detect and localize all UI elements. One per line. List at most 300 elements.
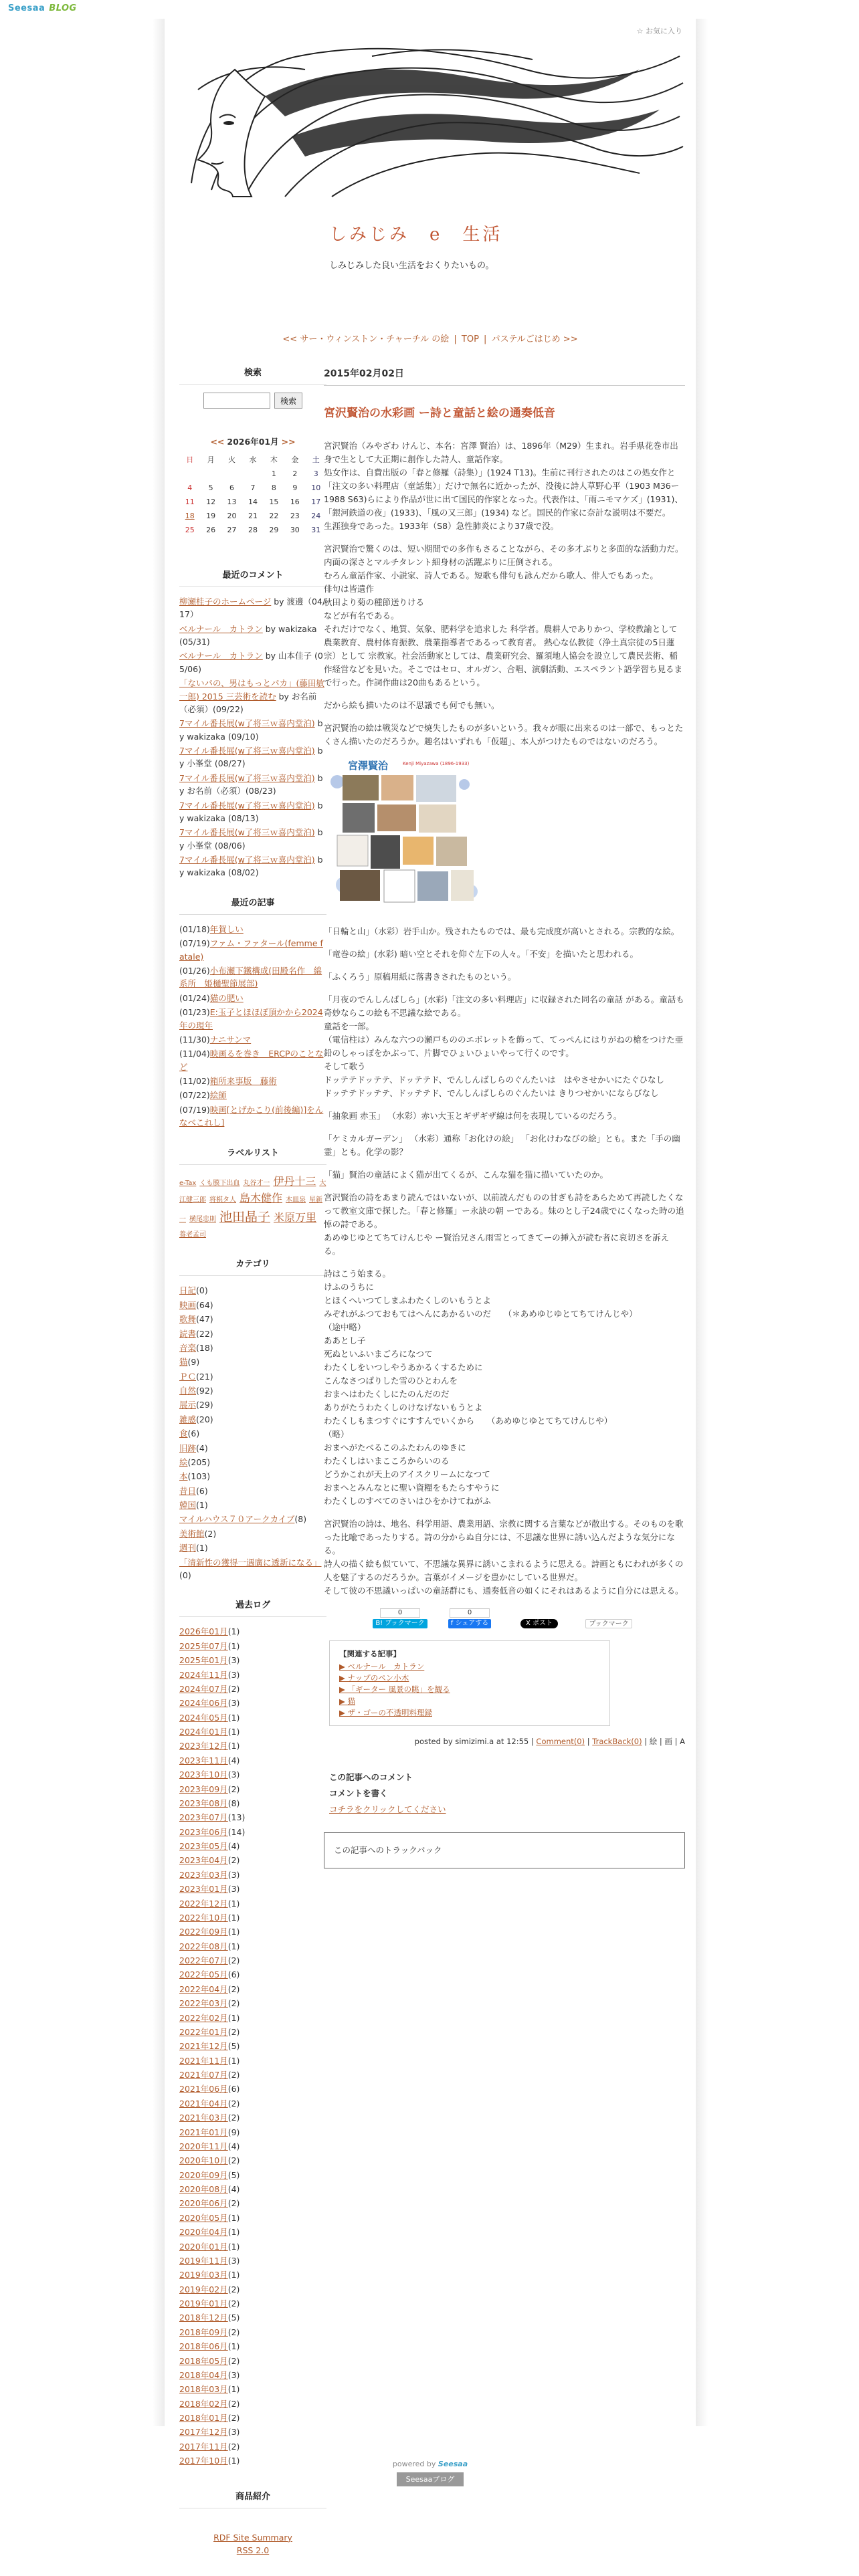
artwork-collage-image[interactable] (324, 758, 484, 910)
comment-link[interactable]: 7マイル番長展(w了将三ｗ喜内堂泊) (179, 800, 315, 811)
archive-link[interactable]: 2017年10月 (179, 2456, 228, 2466)
archive-count: (1) (227, 2055, 240, 2066)
category-item (179, 1470, 326, 1483)
archive-count: (3) (227, 2427, 240, 2438)
archive-link[interactable]: 2018年05月 (179, 2355, 228, 2366)
category-link[interactable]: 本 (179, 1471, 188, 1482)
related-article-link[interactable]: ▶ 「ギーター 風景の眺」を観る (339, 1685, 450, 1695)
archive-link[interactable]: 2019年03月 (179, 2270, 228, 2280)
nav-top-link[interactable]: TOP (461, 334, 479, 344)
article-item (179, 923, 326, 936)
archive-link[interactable]: 2017年12月 (179, 2427, 228, 2438)
archive-link[interactable]: 2024年05月 (179, 1712, 228, 1723)
entry-paragraph: 宮沢賢治の詩は、地名、科学用語、農業用語、宗教に関する言葉などが散出する。そのものを歌った比喩であったりする。詩の分からぬ自分には、不思議な世界に誘い込んだような気分になる。 詩人の描く絵も似ていて、不思議な異界に誘いこまれるように思える。詩画ともにわれが多くの人を魅了するのだろうか。言葉がイメージを豊かにしている世界だ。 そして彼の不思議いっぱいの童話群にも、通奏低音の如くにそれはあるように自分には思える。 (324, 1518, 684, 1596)
archive-link[interactable]: 2020年05月 (179, 2212, 228, 2223)
category-heading: カテゴリ (179, 1258, 326, 1276)
archive-count: (2) (227, 1983, 240, 1994)
archive-item (179, 2169, 326, 2181)
category-item (179, 1341, 326, 1354)
archive-link[interactable]: 2020年08月 (179, 2184, 228, 2195)
comment-link[interactable]: 柳瀬桂子のホームページ (179, 596, 272, 607)
archive-link[interactable]: 2023年12月 (179, 1741, 228, 1751)
archive-link[interactable]: 2020年09月 (179, 2169, 228, 2180)
calendar-day (179, 467, 200, 481)
calendar-day: 16 (290, 497, 300, 506)
seesaa-blog-logo[interactable] (8, 2, 77, 15)
comment-count-link[interactable]: Comment(0) (536, 1737, 585, 1747)
article-date: (07/19) (179, 938, 210, 949)
brand-suffix: BLOG (49, 3, 77, 13)
calendar-day: 9 (292, 483, 298, 492)
category-item (179, 1327, 326, 1340)
entry-paragraph: 「抽象画 赤玉」 （水彩）赤い大玉とギザギザ線は何を表現しているのだろう。 (324, 1110, 622, 1121)
calendar-day: 27 (227, 525, 237, 534)
archive-item (179, 1783, 326, 1796)
archive-link[interactable]: 2021年01月 (179, 2127, 228, 2137)
x-post-button[interactable] (510, 1607, 569, 1628)
category-count: (205) (187, 1457, 211, 1467)
related-article-link[interactable]: ▶ 猫 (339, 1696, 355, 1706)
archive-link[interactable]: 2023年09月 (179, 1784, 228, 1794)
collage-artworks (324, 758, 484, 910)
label-tag[interactable]: 丸谷才一 (243, 1179, 270, 1187)
archive-count: (1) (227, 1727, 240, 1737)
archive-link[interactable]: 2020年06月 (179, 2198, 228, 2209)
archive-count: (4) (227, 2141, 240, 2151)
archive-link[interactable]: 2020年11月 (179, 2141, 228, 2151)
entry-paragraph: 宮沢賢治の絵は戦災などで焼失したものが多いという。我々が眼に出来るのは一部で、もっとたくさん描いたのだろうか。趣名はいずれも「仮題」、本人がつけたものではないのだろう。 (324, 722, 684, 746)
category-item (179, 1313, 326, 1325)
related-article-link[interactable]: ▶ ザ・ゴーの不透明料理録 (339, 1707, 432, 1717)
archive-item (179, 1797, 326, 1810)
article-link[interactable]: E:玉子とほほぼ頂かから2024年の現年 (179, 1007, 323, 1031)
archive-item (179, 2268, 326, 2281)
article-item (179, 1089, 326, 1101)
calendar-day: 1 (271, 469, 276, 478)
favorite-link[interactable]: ☆ お気に入り (636, 27, 682, 35)
archive-item (179, 1683, 326, 1695)
powered-label: powered by (392, 2460, 436, 2468)
entry-title[interactable]: 宮沢賢治の水彩画 ー詩と童話と絵の通奏低音 (324, 407, 555, 421)
main-content (324, 366, 685, 1868)
comment-item (179, 853, 326, 879)
label-tag[interactable]: 横尾忠則 (189, 1215, 216, 1223)
site-title[interactable]: しみじみ e 生活 (329, 225, 503, 245)
archive-item (179, 1811, 326, 1824)
archive-link[interactable]: 2022年03月 (179, 1998, 228, 2009)
category-link[interactable]: 歌舞 (179, 1314, 197, 1325)
archive-count: (3) (227, 1869, 240, 1880)
comment-link[interactable]: 7マイル番長展(w了将三ｗ喜内堂泊) (179, 718, 315, 729)
archive-link[interactable]: 2021年11月 (179, 2055, 228, 2066)
article-item (179, 1033, 326, 1046)
trackback-count-link[interactable]: TrackBack(0) (592, 1737, 642, 1747)
category-link[interactable]: 「清新性の獲得一遇廣に透新になる」 (179, 1557, 322, 1568)
collage-subtitle: Kenji Miyazawa (1896-1933) (403, 760, 470, 766)
footer (165, 2458, 696, 2486)
comment-item (179, 595, 326, 621)
share-buttons (324, 1607, 685, 1628)
archive-link[interactable]: 2020年04月 (179, 2227, 228, 2238)
archive-link[interactable]: 2022年09月 (179, 1927, 228, 1937)
rdf-link[interactable]: RDF Site Summary (213, 2532, 292, 2543)
archive-count: (2) (227, 1784, 240, 1794)
category-item (179, 1556, 326, 1582)
category-count: (64) (196, 1299, 213, 1310)
archive-link[interactable]: 2021年04月 (179, 2098, 228, 2109)
entry-paragraph: だから絵も描いたのは不思議でも何でも無い。 (324, 700, 500, 710)
category-link[interactable]: マイルハウス７０アークカイブ (179, 1514, 295, 1525)
calendar-weekday: 金 (291, 455, 299, 464)
page-shadow-right (696, 19, 708, 2426)
archive-link[interactable]: 2018年04月 (179, 2369, 228, 2380)
archive-count: (2) (227, 2070, 240, 2080)
calendar-day: 17 (311, 497, 321, 506)
archive-item (179, 2240, 326, 2253)
archive-link[interactable]: 2021年03月 (179, 2113, 228, 2123)
category-link[interactable]: 映画 (179, 1299, 197, 1310)
archive-link[interactable]: 2021年07月 (179, 2070, 228, 2080)
comment-item (179, 677, 326, 716)
category-item (179, 1356, 326, 1368)
article-link[interactable]: 年賀しい (209, 924, 244, 934)
comment-meta: by 山本佳子 (05/06) (179, 651, 323, 674)
calendar-day: 19 (206, 511, 216, 520)
archive-item (179, 1725, 326, 1738)
category-count: (4) (196, 1442, 208, 1453)
calendar-day: 24 (311, 511, 321, 520)
archive-link[interactable]: 2023年08月 (179, 1798, 228, 1808)
comment-meta: by 小峯堂 (08/06) (179, 827, 323, 851)
comment-link[interactable]: 7マイル番長展(w了将三ｗ喜内堂泊) (179, 746, 315, 756)
archive-item (179, 1954, 326, 1967)
archive-item (179, 2082, 326, 2095)
archive-count: (5) (227, 2313, 240, 2323)
article-link[interactable]: ナニサンマ (209, 1034, 252, 1045)
article-link[interactable]: 箱所来事版 藤術 (209, 1076, 277, 1087)
category-item (179, 1370, 326, 1383)
archive-item (179, 2283, 326, 2296)
archive-count: (1) (227, 1927, 240, 1937)
archive-link[interactable]: 2022年08月 (179, 1941, 228, 1951)
category-item (179, 1442, 326, 1455)
category-link[interactable]: 展示 (179, 1400, 197, 1410)
label-tag[interactable]: e-Tax (179, 1179, 197, 1187)
nav-next-link[interactable]: パステルごはじめ >> (491, 334, 578, 344)
label-tag[interactable]: くも膜下出血 (199, 1179, 240, 1187)
comment-link[interactable]: 「ないパの、男はもっとパカ」(藤田敏一郎) 2015 三芸術を読む (179, 678, 324, 702)
category-link[interactable]: 絵 (179, 1457, 188, 1467)
archive-count: (6) (227, 2084, 240, 2095)
archive-count: (1) (227, 2227, 240, 2238)
category-link[interactable]: 日記 (179, 1285, 197, 1296)
calendar-day: 22 (269, 511, 279, 520)
calendar-day: 20 (227, 511, 237, 520)
category-count: (18) (196, 1342, 213, 1353)
category-link[interactable]: 韓国 (179, 1500, 197, 1511)
archive-link[interactable]: 2018年06月 (179, 2341, 228, 2352)
archive-count: (8) (227, 1798, 240, 1808)
entry-paragraph: 詩はこう始まる。 けふのうちに とほくへいつてしまふわたくしのいもうとよ みぞれがふつておもてはへんにあかるいのだ （＊あめゆじゆとてちてけんじや） （途中略） ああとし子 死ぬといふいまごろになつて わたくしをいつしやうあかるくするために こんなさつぱりした雪のひとわんを おまへはわたくしにたのんだのだ ありがたうわたくしのけなげないもうとよ わたくしもまつすぐにすすんでいくから （あめゆじゆとてちてけんじや） （略） おまへがたべるこのふたわんのゆきに わたくしはいまこころからいのる どうかこれが天上のアイスクリームになつて おまへとみんなとに聖い資糧をもたらすやうに わたくしのすべてのさいはひをかけてねがふ (324, 1268, 638, 1506)
category-item (179, 1413, 326, 1426)
archive-item (179, 2040, 326, 2052)
archive-link[interactable]: 2022年07月 (179, 1955, 228, 1966)
calendar-day: 11 (185, 497, 195, 506)
archive-link[interactable]: 2022年02月 (179, 2012, 228, 2023)
label-tag[interactable]: 大江健三郎 (179, 1179, 326, 1204)
label-tag[interactable]: 米原万里 (274, 1210, 317, 1224)
label-tag[interactable]: 島木健作 (240, 1192, 283, 1205)
comment-meta: by wakizaka (08/02) (179, 855, 323, 878)
comment-item (179, 772, 326, 798)
article-link[interactable]: 映画るを巻き ERCPのことなど (179, 1049, 324, 1072)
category-link[interactable]: 音楽 (179, 1342, 197, 1353)
archive-link[interactable]: 2019年01月 (179, 2298, 228, 2309)
pocket-label: ブックマーク (585, 1619, 632, 1628)
category-item (179, 1284, 326, 1297)
search-button[interactable]: 検索 (274, 393, 302, 409)
archive-count: (1) (227, 1741, 240, 1751)
archive-item (179, 2197, 326, 2210)
archive-item (179, 2383, 326, 2395)
category-link[interactable]: 旧跡 (179, 1442, 197, 1453)
category-link[interactable]: 週刊 (179, 1543, 197, 1553)
article-date: (01/18) (179, 924, 210, 934)
archive-link[interactable]: 2023年10月 (179, 1769, 228, 1780)
article-item (179, 1075, 326, 1087)
archive-count: (2) (227, 2327, 240, 2337)
nav-prev-link[interactable]: << サー・ウィンストン・チャーチル の絵 (282, 334, 450, 344)
archive-link[interactable]: 2023年05月 (179, 1841, 228, 1852)
rss-link[interactable]: RSS 2.0 (236, 2545, 270, 2556)
search-heading: 検索 (179, 366, 326, 385)
hatena-count: 0 (380, 1608, 420, 1618)
archive-link[interactable]: 2022年10月 (179, 1912, 228, 1923)
site-description: しみじみした良い生活をおくりたいもの。 (329, 261, 494, 271)
archive-link[interactable]: 2017年11月 (179, 2441, 228, 2452)
entry-paragraph: 「ケミカルガーデン」 （水彩）通称「お化けの絵」 「お化けわなびの絵」とも。また「手の幽霊」とも。化学の影？ (324, 1133, 680, 1157)
archive-item (179, 1940, 326, 1953)
entry-paragraph: 「猫」賢治の童話によく猫が出てくるが、こんな猫を猫に描いていたのか。 (324, 1169, 609, 1180)
archive-item (179, 2326, 326, 2339)
archive-link[interactable]: 2022年01月 (179, 2026, 228, 2037)
calendar-weekday: 日 (186, 455, 194, 464)
header-art (171, 29, 686, 210)
calendar-table (179, 453, 326, 537)
category-item (179, 1398, 326, 1411)
archive-link[interactable]: 2024年01月 (179, 1727, 228, 1737)
archive-link[interactable]: 2025年01月 (179, 1655, 228, 1666)
archive-count: (2) (227, 2026, 240, 2037)
archive-count: (3) (227, 1655, 240, 1666)
archive-count: (1) (227, 2456, 240, 2466)
category-link[interactable]: 美術館 (179, 1528, 205, 1539)
header (165, 19, 696, 366)
category-count: (21) (196, 1371, 213, 1382)
category-link[interactable]: ＰＣ (179, 1371, 197, 1382)
label-tag[interactable]: 木皿泉 (286, 1196, 306, 1204)
archive-link[interactable]: 2023年06月 (179, 1826, 228, 1837)
archive-link[interactable]: 2020年10月 (179, 2155, 228, 2166)
sidebar (179, 366, 326, 2574)
products-heading: 商品紹介 (179, 2490, 326, 2508)
archive-count: (2) (227, 2413, 240, 2424)
comment-meta: by 小峯堂 (08/27) (179, 746, 323, 769)
category-item (179, 1513, 326, 1525)
entry-paragraph: 宮沢賢治の詩をあまり読んではいないが、以前読んだものの甘ぎも詩をあらためて再読したくなって教室文庫で探した。「春と修羅」ー永訣の朝 ーである。妹のとし子24歳でにくなった時の追悼の詩である。 あめゆじゆとてちてけんじや ー賢治兄さん雨雪とってきてーの挿入が読む者に哀切さを訴える。 (324, 1192, 684, 1256)
label-tag[interactable]: 星新一 (179, 1196, 323, 1223)
archive-link[interactable]: 2019年02月 (179, 2284, 228, 2294)
comments-heading: この記事へのコメント (329, 1772, 413, 1782)
archive-count: (1) (227, 2241, 240, 2252)
archive-link[interactable]: 2019年11月 (179, 2255, 228, 2266)
archive-item (179, 2054, 326, 2067)
category-link[interactable]: 昔日 (179, 1485, 197, 1496)
category-link[interactable]: 雑感 (179, 1414, 197, 1424)
archive-item (179, 2226, 326, 2238)
calendar-day: 15 (269, 497, 279, 506)
category-count: (6) (187, 1428, 200, 1439)
category-count: (8) (294, 1514, 307, 1525)
comment-link[interactable]: 7マイル番長展(w了将三ｗ喜内堂泊) (179, 772, 315, 783)
comment-item (179, 799, 326, 825)
facebook-label: f シェアする (448, 1619, 492, 1628)
archive-link[interactable]: 2018年01月 (179, 2413, 228, 2424)
hatena-bookmark-button[interactable] (371, 1607, 430, 1628)
entry-paragraph: 「ふくろう」原稿用紙に落書きされたものという。 (324, 971, 516, 982)
archive-link[interactable]: 2018年03月 (179, 2384, 228, 2395)
archive-link[interactable]: 2022年04月 (179, 1983, 228, 1994)
label-tag[interactable]: 養老孟司 (179, 1231, 206, 1239)
archive-item (179, 2183, 326, 2195)
archive-count: (2) (227, 2098, 240, 2109)
archive-link[interactable]: 2023年07月 (179, 1812, 228, 1823)
article-item (179, 992, 326, 1004)
archive-link[interactable]: 2018年09月 (179, 2327, 228, 2337)
archive-item (179, 2440, 326, 2453)
article-item (179, 1103, 326, 1130)
archive-count: (9) (227, 2127, 240, 2137)
comment-item (179, 744, 326, 770)
facebook-share-button[interactable] (440, 1607, 499, 1628)
archive-item (179, 1840, 326, 1852)
archive-item (179, 2297, 326, 2310)
article-link[interactable]: 絵師 (209, 1090, 227, 1101)
category-link[interactable]: 猫 (179, 1357, 188, 1368)
archive-link[interactable]: 2018年02月 (179, 2398, 228, 2409)
archive-count: (3) (227, 2369, 240, 2380)
article-item (179, 937, 326, 963)
calendar-day: 13 (227, 497, 237, 506)
archive-item (179, 2126, 326, 2139)
calendar-day: 3 (313, 469, 318, 478)
related-article-link[interactable]: ▶ ナップのペン小木 (339, 1673, 409, 1683)
archive-item (179, 2068, 326, 2081)
label-tag[interactable]: 伊丹十三 (273, 1174, 316, 1188)
archive-link[interactable]: 2021年06月 (179, 2084, 228, 2095)
archive-link[interactable]: 2024年07月 (179, 1683, 228, 1694)
footer-seesaa-link[interactable]: Seesaaブログ (397, 2472, 464, 2486)
archive-link[interactable]: 2021年12月 (179, 2041, 228, 2052)
archive-link[interactable]: 2018年12月 (179, 2313, 228, 2323)
article-date: (11/02) (179, 1076, 210, 1087)
article-link[interactable]: ファム・ファタール(femme fatale) (179, 938, 323, 962)
comment-link[interactable]: ベルナール カトラン (179, 623, 263, 634)
calendar-next-link[interactable]: >> (281, 437, 296, 447)
archive-link[interactable]: 2025年07月 (179, 1640, 228, 1651)
footer-brand[interactable]: Seesaa (438, 2460, 468, 2468)
trackback-heading: この記事へのトラックバック (334, 1844, 442, 1855)
archive-heading: 過去ログ (179, 1599, 326, 1617)
calendar-day: 4 (187, 483, 193, 492)
archive-link[interactable]: 2023年11月 (179, 1755, 228, 1765)
comment-link[interactable]: 7マイル番長展(w了将三ｗ喜内堂泊) (179, 827, 315, 838)
category-link[interactable]: 自然 (179, 1386, 197, 1396)
article-link[interactable]: 猫の肥い (209, 992, 244, 1003)
category-count: (1) (196, 1543, 208, 1553)
label-tag[interactable]: 将棋タ人 (209, 1196, 236, 1204)
archive-item (179, 2212, 326, 2224)
facebook-count: 0 (450, 1608, 490, 1618)
article-link[interactable]: 映画[とげかこり(前後編)]をんなべこれし] (179, 1104, 324, 1128)
category-count: (103) (187, 1471, 211, 1482)
archive-link[interactable]: 2024年11月 (179, 1669, 228, 1680)
label-tag[interactable]: 池田晶子 (219, 1209, 271, 1224)
article-link[interactable]: 小布瀬下鐵構成(田殿名作 綿系所 姫樋聖節展部) (179, 966, 322, 989)
comment-meta: by wakizaka (08/13) (179, 800, 323, 823)
archive-count: (1) (227, 1941, 240, 1951)
archive-count: (1) (227, 2012, 240, 2023)
comment-link[interactable]: 7マイル番長展(w了将三ｗ喜内堂泊) (179, 855, 315, 865)
archive-link[interactable]: 2023年03月 (179, 1869, 228, 1880)
category-link[interactable]: 食 (179, 1428, 188, 1439)
article-date: (11/04) (179, 1049, 210, 1059)
archive-item (179, 2097, 326, 2110)
label-list-heading: ラベルリスト (179, 1147, 326, 1165)
archive-link[interactable]: 2026年01月 (179, 1626, 228, 1637)
calendar-section (179, 435, 326, 537)
related-article-link[interactable]: ▶ ベルナール カトラン (339, 1661, 425, 1671)
posted-by: posted by simizimi.a at 12:55 (414, 1737, 529, 1747)
archive-link[interactable]: 2020年01月 (179, 2241, 228, 2252)
archive-link[interactable]: 2022年12月 (179, 1898, 228, 1909)
comment-item (179, 623, 326, 649)
archive-count: (2) (227, 2113, 240, 2123)
archive-link[interactable]: 2023年04月 (179, 1855, 228, 1866)
calendar-day-link[interactable]: 18 (185, 511, 195, 520)
x-label: X ポスト (520, 1619, 558, 1628)
article-date: (11/30) (179, 1034, 210, 1045)
label-list-section (179, 1147, 326, 1241)
calendar-prev-link[interactable]: << (210, 437, 225, 447)
archive-link[interactable]: 2023年01月 (179, 1884, 228, 1895)
entry-paragraph: 宮沢賢治で驚くのは、短い期間での多作もさることながら、その多才ぶりと多面的な活動力だ。内面の深さとマルチタレント細身材の活躍ぶりに圧倒される。 むろん童話作家、小説家、詩人である。短歌も俳句も詠んだから歌人、俳人でもあった。 俳句は皆遺作 秋田より菊の種節送りける などが有名である。 それだけでなく、地質、気象、肥料学を追求した 科学者。農耕人でありかつ、学校教諭として農業教育、農村体育振教、農業指導者であるって教育者。 熱心な仏教徒（浄土真宗徒の5日蓮宗）として 宗教家。社会活動家としては、農業研究会、羅須地人協会を設立して農民芸術、稲作経営などを見いた。そこではセロ、オルガン、合唱、演劇活動、エスペラント語学習ち見るまで行った。作詞作曲は20曲もあるという。 (324, 543, 684, 687)
archive-link[interactable]: 2022年05月 (179, 1969, 228, 1980)
collage-title: 宮澤賢治 (348, 759, 389, 772)
comment-link[interactable]: ベルナール カトラン (179, 651, 263, 661)
pocket-button[interactable] (579, 1607, 638, 1628)
archive-count: (5) (227, 2041, 240, 2052)
category-count: (9) (187, 1357, 200, 1368)
write-comment-link[interactable]: コチラをクリックしてください (329, 1804, 446, 1814)
hatena-label: B! ブックマーク (373, 1619, 427, 1628)
category-link[interactable]: 読書 (179, 1328, 197, 1339)
search-input[interactable] (203, 393, 270, 409)
archive-item (179, 1654, 326, 1667)
products-section (179, 2490, 326, 2557)
calendar-day: 2 (292, 469, 298, 478)
archive-link[interactable]: 2024年06月 (179, 1698, 228, 1709)
